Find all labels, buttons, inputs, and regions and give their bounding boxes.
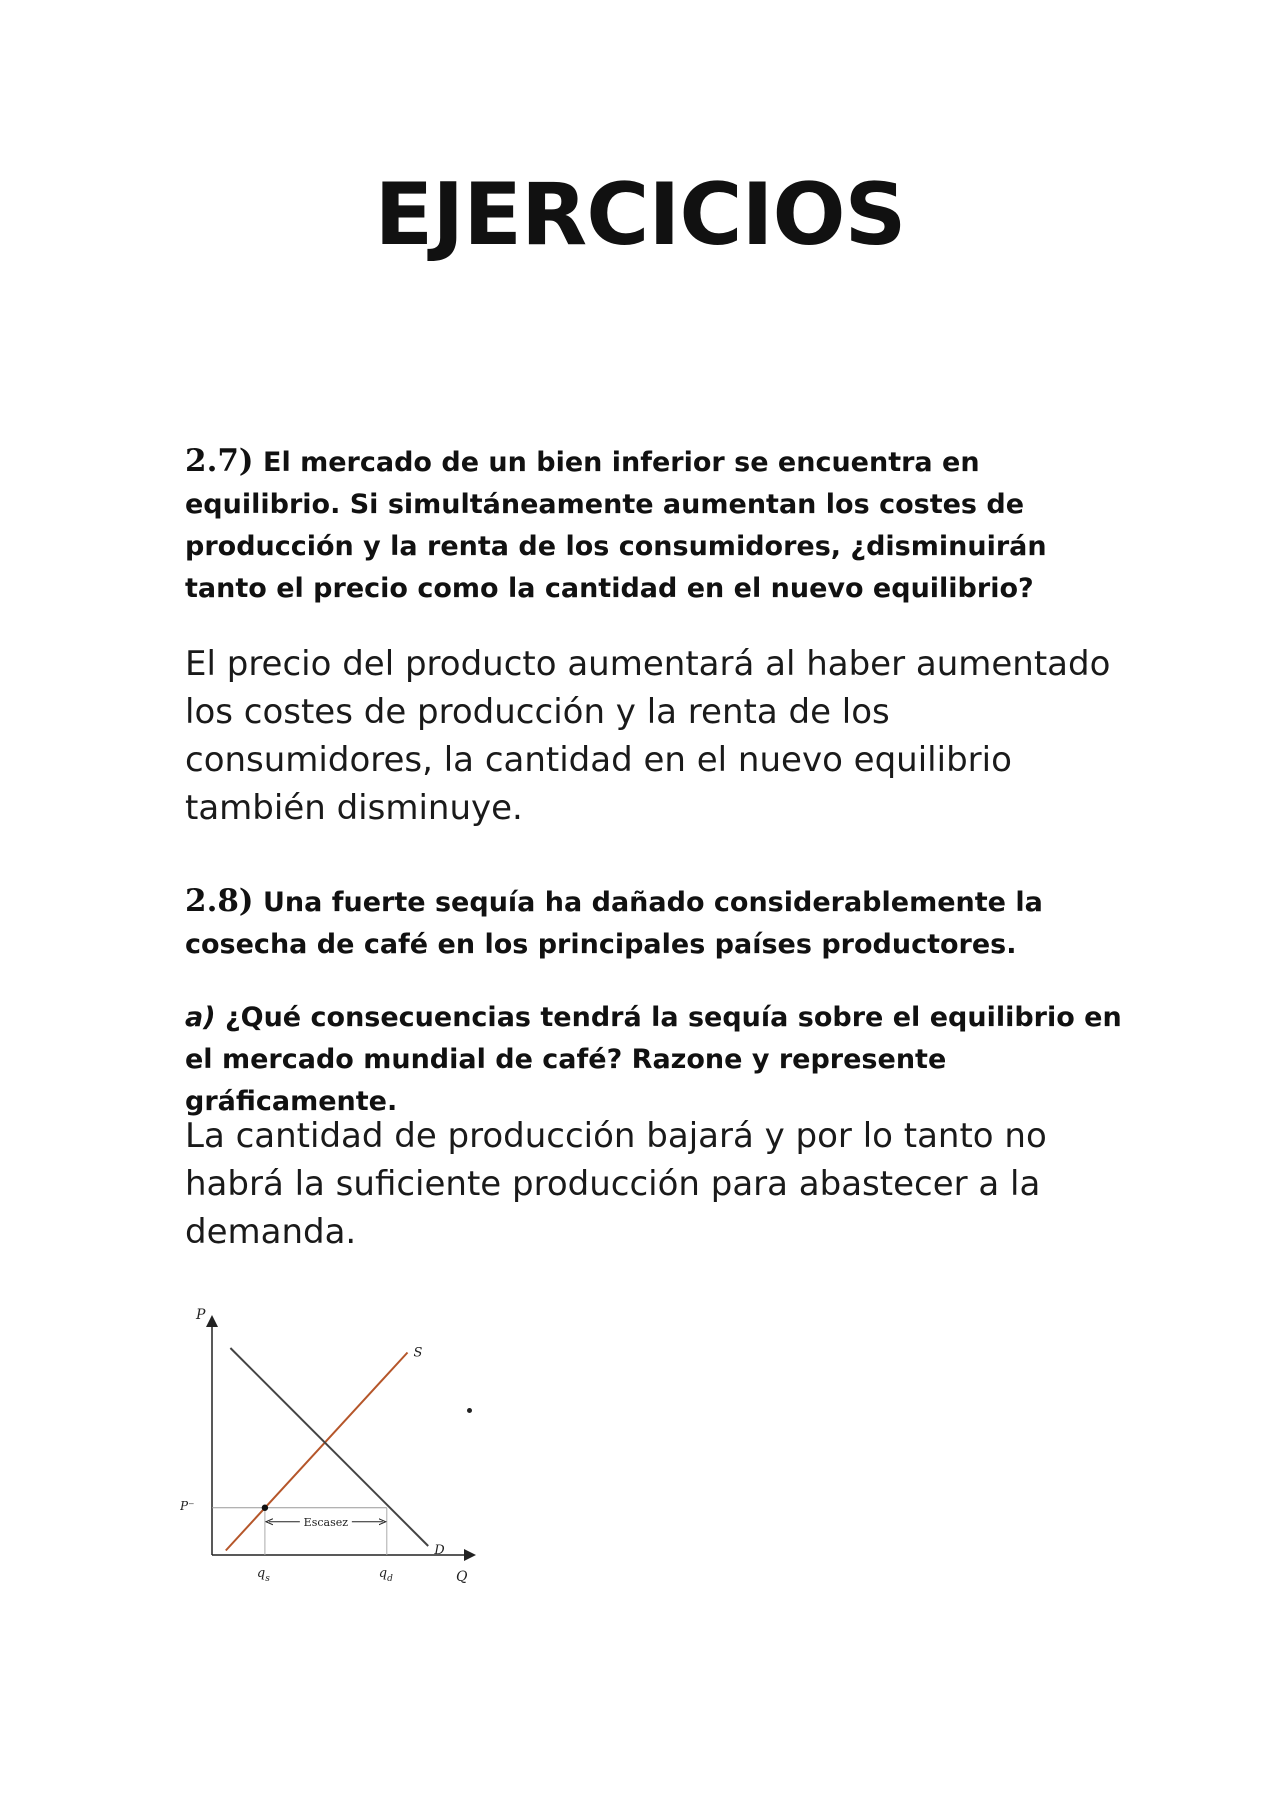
- question-2-8-a: [185, 997, 1125, 1123]
- qd-tick-label: [379, 1566, 393, 1584]
- question-body: Una fuerte sequía ha dañado considerablemente la cosecha de café en los principales países productores.: [185, 887, 1043, 960]
- question-body: El mercado de un bien inferior se encuentra en equilibrio. Si simultáneamente aumentan los costes de producción y la renta de los consumidores, ¿disminuirán tanto el precio como la cantidad en el nuevo equilibrio?: [185, 447, 1047, 604]
- price-floor-label: P⁻: [180, 1498, 195, 1513]
- x-axis-label: Q: [456, 1569, 468, 1585]
- demand-label: D: [434, 1543, 445, 1558]
- stray-dot: [467, 1408, 472, 1413]
- question-2-7: [185, 440, 1125, 610]
- answer-2-8: [185, 1112, 1125, 1256]
- qs-tick-sub: s: [265, 1574, 270, 1584]
- question-number: 2.8): [185, 883, 254, 919]
- question-2-8-text: [185, 880, 1125, 966]
- question-2-7-text: [185, 440, 1125, 610]
- y-axis-label: P: [196, 1307, 206, 1323]
- qs-tick-main: q: [256, 1566, 266, 1581]
- page-title: EJERCICIOS: [374, 165, 906, 265]
- answer-2-7: [185, 640, 1125, 832]
- supply-demand-chart: [180, 1305, 480, 1595]
- qd-tick-main: q: [378, 1566, 388, 1581]
- qs-tick-label: [257, 1566, 270, 1584]
- answer-2-7-text: El precio del producto aumentará al haber aumentado los costes de producción y la renta de los consumidores, la cantidad en el nuevo equilibrio también disminuye.: [185, 644, 1111, 828]
- answer-2-8-text: La cantidad de producción bajará y por lo tanto no habrá la suficiente producción para abastecer a la demanda.: [185, 1116, 1047, 1252]
- supply-point: [262, 1505, 268, 1511]
- supply-label: S: [413, 1345, 423, 1361]
- question-2-8: [185, 880, 1125, 966]
- shortage-label: Escasez: [303, 1515, 349, 1529]
- sub-question-body: ¿Qué consecuencias tendrá la sequía sobre el equilibrio en el mercado mundial de café? Razone y represente gráficamente.: [185, 1002, 1122, 1117]
- chart-svg: [180, 1305, 480, 1595]
- question-number: 2.7): [185, 443, 254, 479]
- sub-question-label: a): [185, 1002, 216, 1033]
- question-2-8-a-text: [185, 997, 1125, 1123]
- qd-tick-sub: d: [387, 1574, 393, 1584]
